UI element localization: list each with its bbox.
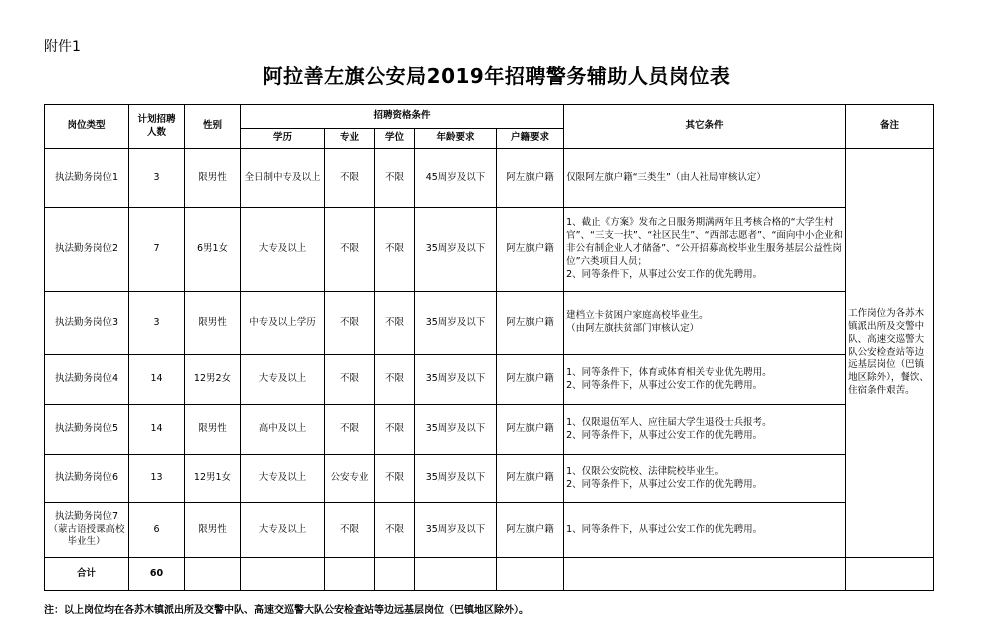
table-row: [45, 455, 934, 503]
cell-count: 3: [129, 292, 185, 355]
cell-other: 1、仅限公安院校、法律院校毕业生。 2、同等条件下，从事过公安工作的优先聘用。: [564, 455, 846, 503]
cell-gender: 12男2女: [185, 355, 241, 405]
empty-cell: [325, 558, 375, 591]
cell-major: 不限: [325, 355, 375, 405]
cell-post: 执法勤务岗位3: [45, 292, 129, 355]
header-qualifications: 招聘资格条件: [241, 105, 564, 129]
header-education: 学历: [241, 129, 325, 149]
cell-education: 全日制中专及以上: [241, 149, 325, 208]
page-title: 阿拉善左旗公安局2019年招聘警务辅助人员岗位表: [262, 64, 731, 88]
cell-gender: 限男性: [185, 405, 241, 455]
cell-education: 高中及以上: [241, 405, 325, 455]
cell-count: 7: [129, 208, 185, 292]
header-major: 专业: [325, 129, 375, 149]
attachment-label: 附件1: [44, 39, 81, 55]
cell-post: 执法勤务岗位6: [45, 455, 129, 503]
empty-cell: [846, 558, 934, 591]
cell-major: 不限: [325, 503, 375, 558]
table-row: [45, 503, 934, 558]
cell-degree: 不限: [375, 355, 415, 405]
positions-table: [44, 104, 934, 591]
table-row: [45, 292, 934, 355]
cell-hukou: 阿左旗户籍: [497, 455, 564, 503]
cell-count: 6: [129, 503, 185, 558]
cell-age: 35周岁及以下: [415, 292, 497, 355]
header-planned-count: 计划招聘 人数: [129, 105, 185, 149]
cell-other: 1、同等条件下，体育或体育相关专业优先聘用。 2、同等条件下，从事过公安工作的优先聘用。: [564, 355, 846, 405]
cell-gender: 限男性: [185, 292, 241, 355]
cell-major: 不限: [325, 405, 375, 455]
cell-hukou: 阿左旗户籍: [497, 355, 564, 405]
cell-count: 13: [129, 455, 185, 503]
header-post-type: 岗位类型: [45, 105, 129, 149]
header-hukou: 户籍要求: [497, 129, 564, 149]
cell-count: 14: [129, 355, 185, 405]
cell-post: 执法勤务岗位7 （蒙古语授课高校毕业生）: [45, 503, 129, 558]
table-row: [45, 149, 934, 208]
cell-age: 35周岁及以下: [415, 208, 497, 292]
cell-education: 大专及以上: [241, 455, 325, 503]
cell-gender: 6男1女: [185, 208, 241, 292]
cell-degree: 不限: [375, 405, 415, 455]
remarks-cell: 工作岗位为各苏木镇派出所及交警中队、高速交巡警大队公安检查站等边远基层岗位（巴镇地区除外），餐饮、住宿条件艰苦。: [846, 149, 934, 558]
cell-age: 35周岁及以下: [415, 355, 497, 405]
cell-age: 35周岁及以下: [415, 503, 497, 558]
total-row: [45, 558, 934, 591]
cell-gender: 限男性: [185, 149, 241, 208]
cell-education: 大专及以上: [241, 503, 325, 558]
cell-other: 1、仅限退伍军人、应往届大学生退役士兵报考。 2、同等条件下，从事过公安工作的优先聘用。: [564, 405, 846, 455]
cell-degree: 不限: [375, 292, 415, 355]
cell-degree: 不限: [375, 455, 415, 503]
cell-post: 执法勤务岗位5: [45, 405, 129, 455]
cell-age: 45周岁及以下: [415, 149, 497, 208]
cell-other: 1、同等条件下，从事过公安工作的优先聘用。: [564, 503, 846, 558]
cell-age: 35周岁及以下: [415, 405, 497, 455]
empty-cell: [497, 558, 564, 591]
cell-major: 公安专业: [325, 455, 375, 503]
cell-other: 建档立卡贫困户家庭高校毕业生。 （由阿左旗扶贫部门审核认定）: [564, 292, 846, 355]
cell-hukou: 阿左旗户籍: [497, 405, 564, 455]
cell-major: 不限: [325, 149, 375, 208]
footnote: 注：以上岗位均在各苏木镇派出所及交警中队、高速交巡警大队公安检查站等边远基层岗位（巴镇地区除外）。: [44, 605, 529, 616]
cell-hukou: 阿左旗户籍: [497, 149, 564, 208]
cell-other: 仅限阿左旗户籍“三类生”（由人社局审核认定）: [564, 149, 846, 208]
empty-cell: [185, 558, 241, 591]
cell-age: 35周岁及以下: [415, 455, 497, 503]
header-degree: 学位: [375, 129, 415, 149]
cell-degree: 不限: [375, 503, 415, 558]
cell-post: 执法勤务岗位1: [45, 149, 129, 208]
cell-gender: 限男性: [185, 503, 241, 558]
cell-post: 执法勤务岗位2: [45, 208, 129, 292]
cell-other: 1、截止《方案》发布之日服务期满两年且考核合格的“大学生村官”、“三支一扶”、“社区民生”、“西部志愿者”、“面向中小企业和非公有制企业人才储备”、“公开招募高校毕业生服务基层公益性岗位”六类项目人员； 2、同等条件下，从事过公安工作的优先聘用。: [564, 208, 846, 292]
cell-education: 大专及以上: [241, 355, 325, 405]
cell-degree: 不限: [375, 149, 415, 208]
table-row: [45, 405, 934, 455]
cell-gender: 12男1女: [185, 455, 241, 503]
cell-degree: 不限: [375, 208, 415, 292]
table-row: [45, 208, 934, 292]
table-row: [45, 355, 934, 405]
cell-post: 执法勤务岗位4: [45, 355, 129, 405]
cell-major: 不限: [325, 208, 375, 292]
header-other-conditions: 其它条件: [564, 105, 846, 149]
cell-hukou: 阿左旗户籍: [497, 208, 564, 292]
total-count: 60: [129, 558, 185, 591]
empty-cell: [564, 558, 846, 591]
cell-education: 大专及以上: [241, 208, 325, 292]
cell-count: 3: [129, 149, 185, 208]
empty-cell: [415, 558, 497, 591]
empty-cell: [241, 558, 325, 591]
header-remarks: 备注: [846, 105, 934, 149]
cell-hukou: 阿左旗户籍: [497, 292, 564, 355]
cell-education: 中专及以上学历: [241, 292, 325, 355]
empty-cell: [375, 558, 415, 591]
header-age: 年龄要求: [415, 129, 497, 149]
header-gender: 性别: [185, 105, 241, 149]
cell-count: 14: [129, 405, 185, 455]
cell-major: 不限: [325, 292, 375, 355]
total-label: 合计: [45, 558, 129, 591]
cell-hukou: 阿左旗户籍: [497, 503, 564, 558]
